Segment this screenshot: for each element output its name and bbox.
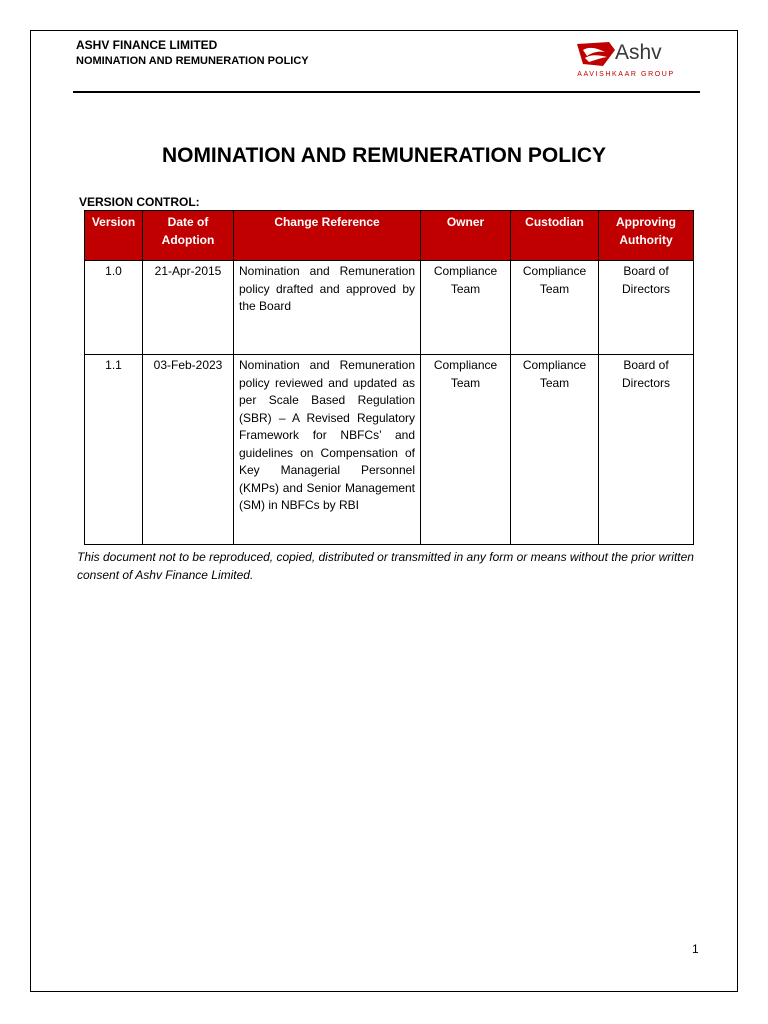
cell-authority: Board of Directors <box>599 355 694 545</box>
header-divider <box>73 91 700 93</box>
table-header-row <box>85 211 694 261</box>
cell-date: 21-Apr-2015 <box>143 261 234 355</box>
cell-version: 1.1 <box>85 355 143 545</box>
column-header-date: Date of Adoption <box>143 211 234 261</box>
ashv-wings-icon <box>575 40 617 70</box>
column-header-authority: Approving Authority <box>599 211 694 261</box>
cell-change: Nomination and Remuneration policy reviewed and updated as per Scale Based Regulation (SBR) – A Revised Regulatory Framework for NBFCs’ and guidelines on Compensation of Key Managerial Personnel (KMPs) and Senior Management (SM) in NBFCs by RBI <box>234 355 421 545</box>
confidentiality-disclaimer: This document not to be reproduced, copied, distributed or transmitted in any form or means without the prior written consent of Ashv Finance Limited. <box>77 550 694 582</box>
logo-brand-text: Ashv <box>615 41 662 64</box>
document-title: NOMINATION AND REMUNERATION POLICY <box>161 144 607 167</box>
column-header-version: Version <box>85 211 143 261</box>
cell-custodian: Compliance Team <box>511 355 599 545</box>
cell-change: Nomination and Remuneration policy drafted and approved by the Board <box>234 261 421 355</box>
version-control-label: VERSION CONTROL: <box>79 195 200 209</box>
cell-date: 03-Feb-2023 <box>143 355 234 545</box>
cell-version: 1.0 <box>85 261 143 355</box>
column-header-owner: Owner <box>421 211 511 261</box>
cell-authority: Board of Directors <box>599 261 694 355</box>
cell-owner: Compliance Team <box>421 261 511 355</box>
table-row <box>85 261 694 355</box>
header-company-name: ASHV FINANCE LIMITED <box>76 38 218 52</box>
cell-owner: Compliance Team <box>421 355 511 545</box>
table-row <box>85 355 694 545</box>
column-header-custodian: Custodian <box>511 211 599 261</box>
logo-group-text: AAVISHKAAR GROUP <box>577 71 675 78</box>
header-policy-name: NOMINATION AND REMUNERATION POLICY <box>76 55 309 67</box>
page-number: 1 <box>692 942 699 956</box>
version-control-table <box>84 210 694 545</box>
column-header-change: Change Reference <box>234 211 421 261</box>
company-logo <box>575 38 680 84</box>
cell-custodian: Compliance Team <box>511 261 599 355</box>
